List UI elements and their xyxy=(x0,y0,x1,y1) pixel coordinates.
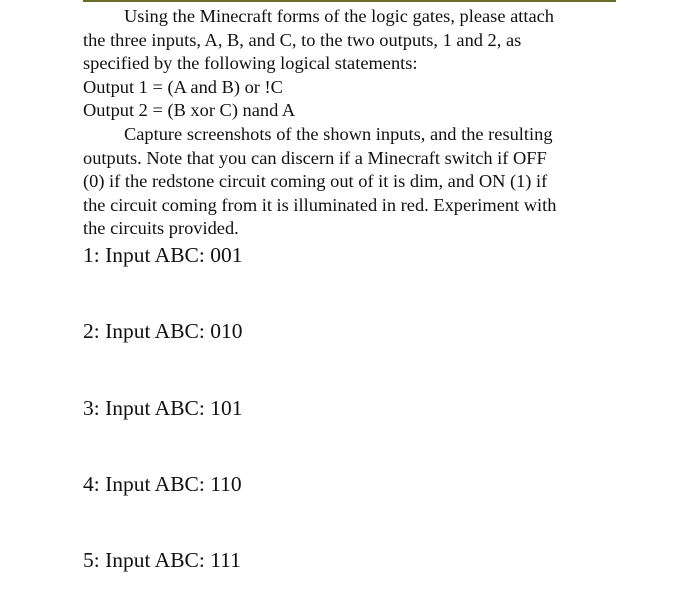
input-case-5: 5: Input ABC: 111 xyxy=(83,548,241,572)
intro-line: specified by the following logical statements: xyxy=(83,53,418,74)
input-case-4: 4: Input ABC: 110 xyxy=(83,472,242,496)
input-list xyxy=(83,0,483,609)
output-1-statement: Output 1 = (A and B) or !C xyxy=(83,76,283,97)
intro-line: the three inputs, A, B, and C, to the two outputs, 1 and 2, as xyxy=(83,29,522,50)
capture-line: the circuit coming from it is illuminated in red. Experiment with xyxy=(83,194,557,215)
intro-line: Using the Minecraft forms of the logic gates, please attach xyxy=(124,6,554,26)
output-2-statement: Output 2 = (B xor C) nand A xyxy=(83,100,296,121)
capture-line: Capture screenshots of the shown inputs, and the resulting xyxy=(124,123,553,144)
capture-line: (0) if the redstone circuit coming out of it is dim, and ON (1) if xyxy=(83,171,548,192)
input-case-2: 2: Input ABC: 010 xyxy=(83,319,243,343)
input-case-3: 3: Input ABC: 101 xyxy=(83,396,243,420)
capture-line: outputs. Note that you can discern if a Minecraft switch if OFF xyxy=(83,147,547,168)
capture-line: the circuits provided. xyxy=(83,218,239,239)
input-case-1: 1: Input ABC: 001 xyxy=(83,243,243,267)
